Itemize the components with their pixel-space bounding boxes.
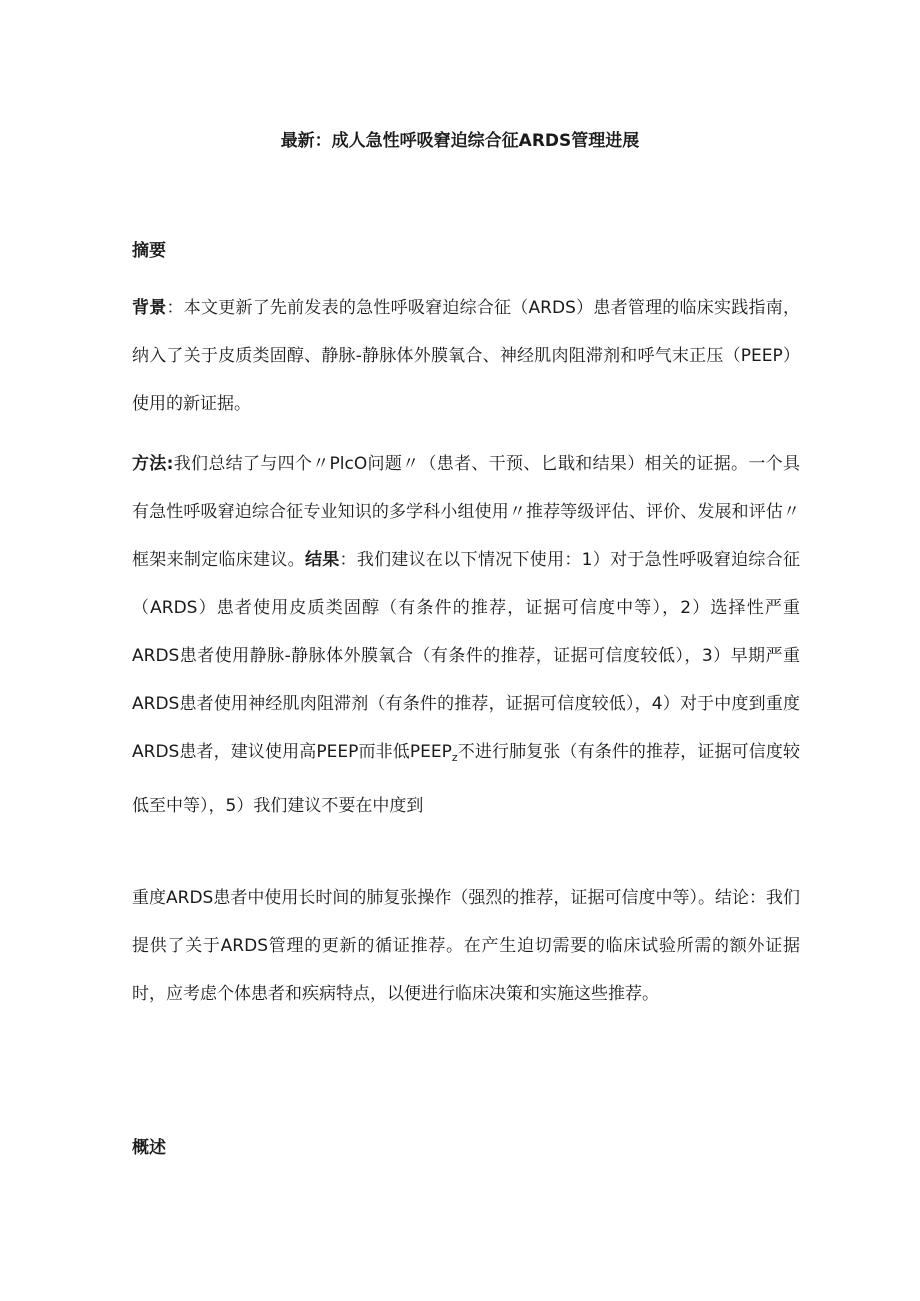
methods-text: 我们总结了与四个〃PlcO问题〃（患者、干预、匕戢和结果）相关的证据。一个具有急性呼吸窘迫综合征专业知识的多学科小组使用〃推荐等级评估、评价、发展和评估〃框架来制定临床建议。 bbox=[132, 454, 800, 570]
results-text-part-b: 不进行肺复张（有条件的推荐，证据可信度较低至中等），5）我们建议不要在中度到 bbox=[132, 742, 801, 816]
background-label: 背景 bbox=[132, 298, 167, 318]
overview-heading: 概述 bbox=[132, 1138, 166, 1158]
abstract-heading: 摘要 bbox=[132, 241, 166, 261]
background-paragraph bbox=[132, 284, 800, 428]
methods-label: 方法: bbox=[132, 454, 174, 474]
results-conclusion-paragraph bbox=[132, 874, 800, 1018]
background-text: ：本文更新了先前发表的急性呼吸窘迫综合征（ARDS）患者管理的临床实践指南，纳入了关于皮质类固醇、静脉-静脉体外膜氧合、神经肌肉阻滞剂和呼气末正压（PEEP）使用的新证据。 bbox=[132, 298, 800, 414]
results-text-part-a: ：我们建议在以下情况下使用：1）对于急性呼吸窘迫综合征（ARDS）患者使用皮质类固醇（有条件的推荐，证据可信度中等），2）选择性严重ARDS患者使用静脉-静脉体外膜氧合（有条件的推荐，证据可信度较低），3）早期严重ARDS患者使用神经肌肉阻滞剂（有条件的推荐，证据可信度较低），4）对于中度到重度ARDS患者，建议使用高PEEP而非低PEEP bbox=[132, 550, 801, 762]
results-end-text: 重度ARDS患者中使用长时间的肺复张操作（强烈的推荐，证据可信度中等）。 bbox=[132, 888, 715, 908]
methods-results-paragraph bbox=[132, 440, 800, 830]
peep-subscript: z bbox=[451, 751, 458, 764]
conclusion-text: 结论：我们提供了关于ARDS管理的更新的循证推荐。在产生迫切需要的临床试验所需的额外证据时，应考虑个体患者和疾病特点，以便进行临床决策和实施这些推荐。 bbox=[132, 888, 801, 1004]
document-title: 最新：成人急性呼吸窘迫综合征ARDS管理进展 bbox=[280, 131, 640, 151]
results-label: 结果 bbox=[304, 550, 340, 570]
